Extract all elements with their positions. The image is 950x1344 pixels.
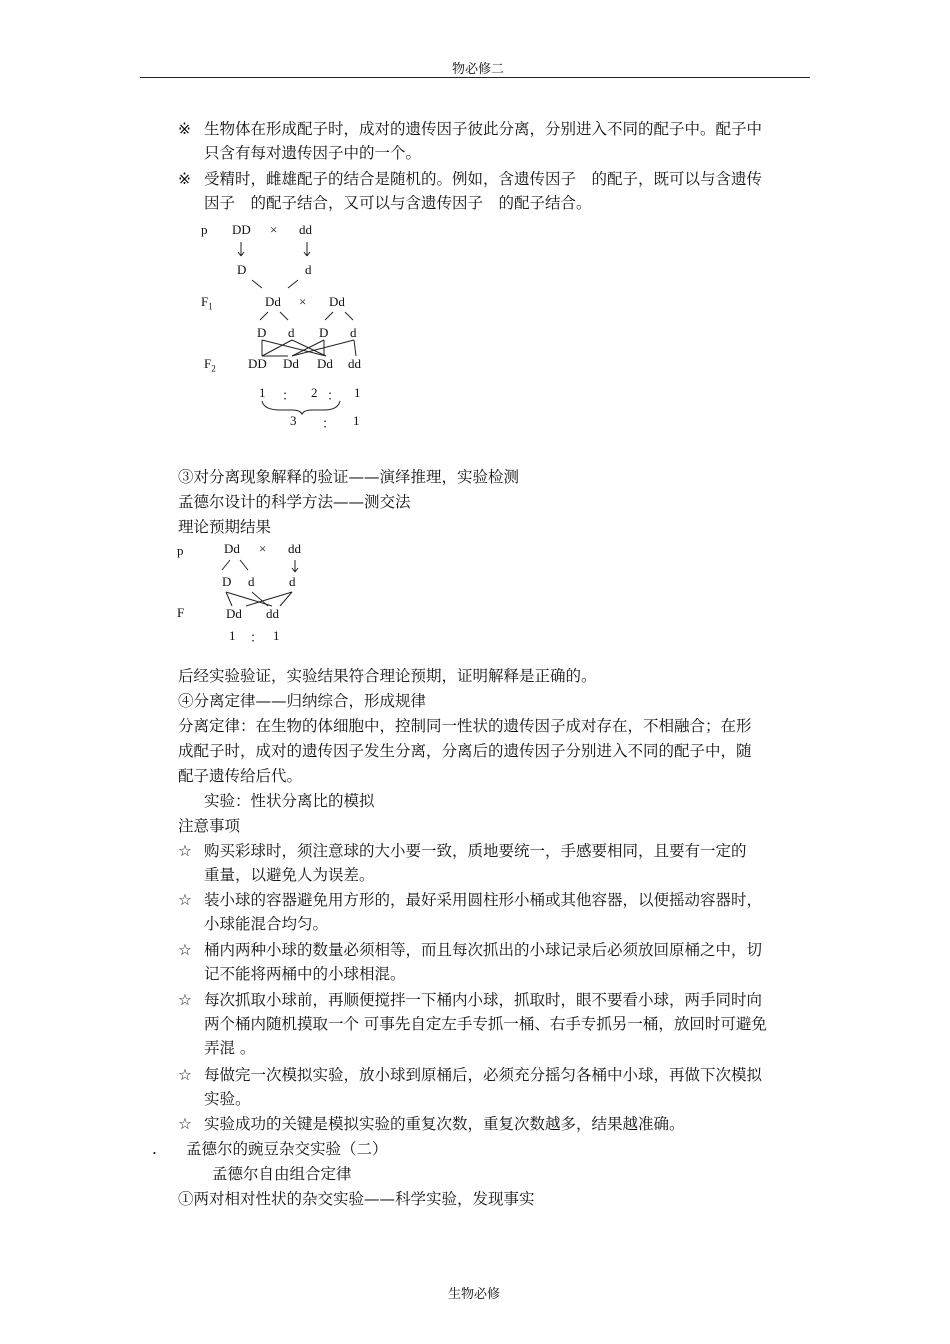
cross-symbol: × bbox=[270, 222, 278, 237]
page-header: 物必修二 bbox=[452, 62, 505, 77]
generation-label-p: p bbox=[177, 543, 184, 558]
generation-label-f1: $F_1$ bbox=[201, 294, 213, 312]
star-text: 弄混 。 bbox=[204, 1039, 256, 1057]
star-text: 小球能混合均匀。 bbox=[204, 915, 329, 933]
subheading: 实验：性状分离比的模拟 bbox=[204, 792, 375, 810]
star-text: 重量，以避免人为误差。 bbox=[204, 866, 375, 884]
star-symbol: ☆ bbox=[178, 991, 192, 1009]
list-marker: . bbox=[152, 1140, 157, 1158]
ratio-value: 1 bbox=[259, 385, 266, 400]
star-text: 购买彩球时，须注意球的大小要一致，质地要统一，手感要相同，且要有一定的 bbox=[204, 842, 747, 860]
gamete: d bbox=[350, 325, 357, 340]
subheading: 注意事项 bbox=[178, 817, 241, 835]
star-symbol: ☆ bbox=[178, 842, 192, 860]
bullet-symbol: ※ bbox=[178, 120, 191, 138]
ratio-colon: ： bbox=[282, 388, 296, 403]
star-text: 实验。 bbox=[204, 1090, 251, 1108]
page-footer: 生物必修 bbox=[448, 1287, 501, 1302]
ratio-colon: ： bbox=[322, 416, 336, 431]
bullet-text: 受精时，雌雄配子的结合是随机的。例如，含遗传因子 的配子，既可以与含遗传 bbox=[204, 170, 763, 188]
ratio-colon: ： bbox=[327, 388, 341, 403]
section-heading: 孟德尔的豌豆杂交实验（二） bbox=[186, 1140, 388, 1158]
paragraph: 后经实验验证，实验结果符合理论预期，证明解释是正确的。 bbox=[178, 667, 597, 685]
gamete: D bbox=[257, 325, 267, 340]
offspring-genotype: Dd bbox=[226, 606, 242, 621]
ratio-value: 1 bbox=[229, 628, 236, 643]
star-text: 实验成功的关键是模拟实验的重复次数，重复次数越多，结果越准确。 bbox=[204, 1115, 685, 1133]
star-symbol: ☆ bbox=[178, 941, 192, 959]
gamete: d bbox=[289, 574, 296, 589]
ratio-colon: ： bbox=[250, 630, 264, 645]
star-symbol: ☆ bbox=[178, 891, 192, 909]
ratio-sum-value: 3 bbox=[290, 413, 297, 428]
gamete: D bbox=[222, 574, 232, 589]
parent-genotype: dd bbox=[288, 541, 301, 556]
paragraph: ④分离定律——归纳综合，形成规律 bbox=[178, 692, 427, 710]
parent-genotype: dd bbox=[299, 222, 312, 237]
gamete: D bbox=[319, 325, 329, 340]
star-text: 每做完一次模拟实验，放小球到原桶后，必须充分摇匀各桶中小球，再做下次模拟 bbox=[204, 1066, 763, 1084]
cross-symbol: × bbox=[299, 294, 307, 309]
star-symbol: ☆ bbox=[178, 1115, 192, 1133]
gamete: D bbox=[237, 262, 247, 277]
star-text: 桶内两种小球的数量必须相等，而且每次抓出的小球记录后必须放回原桶之中，切 bbox=[204, 941, 763, 959]
f2-genotype: dd bbox=[348, 356, 361, 371]
paragraph: 孟德尔设计的科学方法——测交法 bbox=[178, 493, 411, 511]
star-text: 每次抓取小球前，再顺便搅拌一下桶内小球，抓取时，眼不要看小球，两手同时向 bbox=[204, 991, 763, 1009]
paragraph: 分离定律：在生物的体细胞中，控制同一性状的遗传因子成对存在，不相融合；在形 bbox=[178, 717, 752, 735]
bullet-symbol: ※ bbox=[178, 170, 191, 188]
paragraph: 成配子时，成对的遗传因子发生分离，分离后的遗传因子分别进入不同的配子中，随 bbox=[178, 742, 752, 760]
cross-symbol: × bbox=[259, 541, 267, 556]
star-symbol: ☆ bbox=[178, 1066, 192, 1084]
f2-genotype: Dd bbox=[283, 356, 299, 371]
paragraph: ③对分离现象解释的验证——演绎推理，实验检测 bbox=[178, 468, 520, 486]
gamete: d bbox=[288, 325, 295, 340]
parent-genotype: DD bbox=[232, 222, 251, 237]
paragraph: 理论预期结果 bbox=[178, 518, 272, 536]
star-text: 装小球的容器避免用方形的，最好采用圆柱形小桶或其他容器，以便摇动容器时， bbox=[204, 891, 763, 909]
star-text: 两个桶内随机摸取一个 可事先自定左手专抓一桶、右手专抓另一桶，放回时可避免 bbox=[204, 1015, 767, 1033]
ratio-value: 1 bbox=[354, 385, 361, 400]
parent-genotype: Dd bbox=[224, 541, 240, 556]
f2-genotype: DD bbox=[248, 356, 267, 371]
section-subheading: 孟德尔自由组合定律 bbox=[212, 1165, 352, 1183]
paragraph: 配子遗传给后代。 bbox=[178, 767, 303, 785]
bullet-text: 只含有每对遗传因子中的一个。 bbox=[204, 144, 422, 162]
ratio-value: 2 bbox=[311, 385, 318, 400]
paragraph: ①两对相对性状的杂交实验——科学实验，发现事实 bbox=[178, 1190, 535, 1208]
ratio-value: 1 bbox=[273, 628, 280, 643]
f1-genotype: Dd bbox=[265, 294, 281, 309]
bullet-text: 因子 的配子结合，又可以与含遗传因子 的配子结合。 bbox=[204, 194, 592, 212]
f2-genotype: Dd bbox=[317, 356, 333, 371]
offspring-genotype: dd bbox=[266, 606, 279, 621]
generation-label-f: F bbox=[177, 605, 185, 620]
star-text: 记不能将两桶中的小球相混。 bbox=[204, 965, 406, 983]
ratio-sum-value: 1 bbox=[353, 413, 360, 428]
generation-label-p: p bbox=[201, 222, 208, 237]
bullet-text: 生物体在形成配子时，成对的遗传因子彼此分离，分别进入不同的配子中。配子中 bbox=[204, 120, 763, 138]
gamete: d bbox=[248, 574, 255, 589]
generation-label-f2: $F_2$ bbox=[204, 356, 216, 374]
gamete: d bbox=[305, 262, 312, 277]
f1-genotype: Dd bbox=[329, 294, 345, 309]
